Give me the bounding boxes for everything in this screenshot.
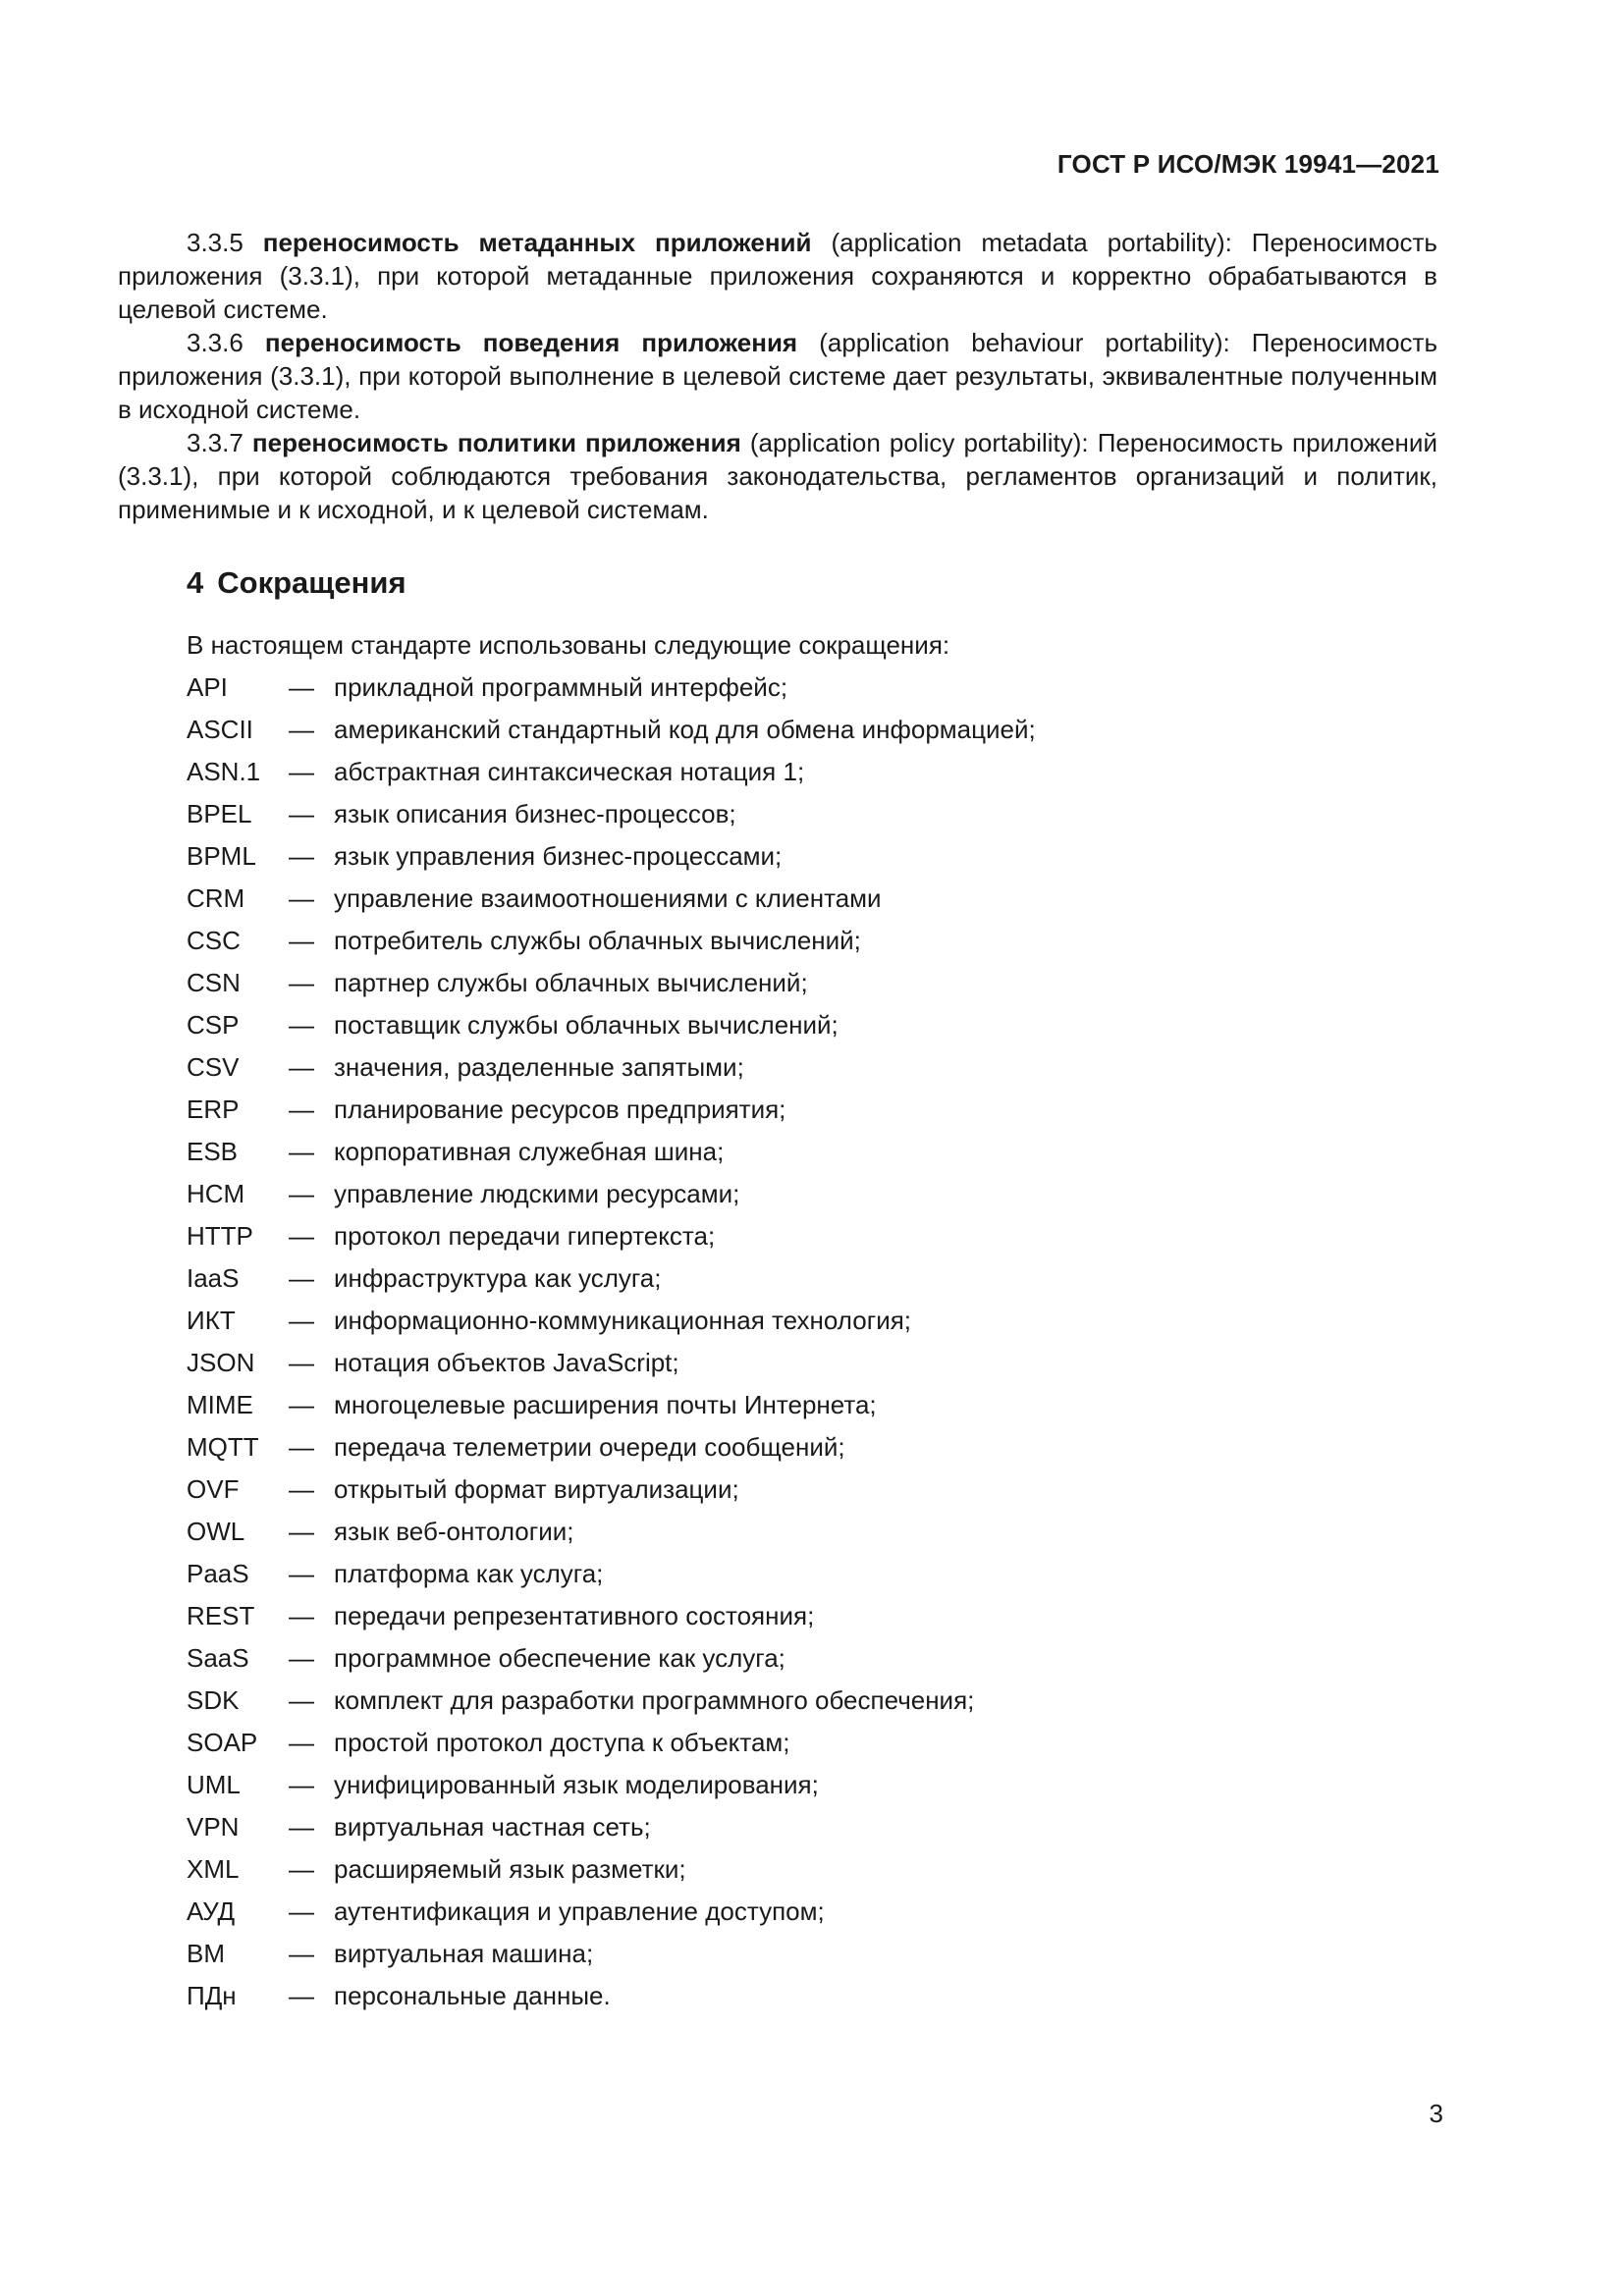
abbreviation-meaning: персональные данные. xyxy=(334,1981,611,2010)
abbreviation-row xyxy=(187,1342,1267,1384)
abbreviation-code: CSC xyxy=(187,926,241,955)
abbreviation-dash: — xyxy=(289,757,314,786)
abbreviation-meaning: язык веб-онтологии; xyxy=(334,1517,574,1546)
abbreviation-dash: — xyxy=(289,1559,314,1588)
abbreviation-dash: — xyxy=(289,1643,314,1673)
abbreviation-row xyxy=(187,1933,1267,1975)
abbreviation-dash: — xyxy=(289,1390,314,1419)
abbreviation-row xyxy=(187,1848,1267,1891)
abbreviation-meaning: расширяемый язык разметки; xyxy=(334,1854,686,1884)
abbreviation-dash: — xyxy=(289,1095,314,1124)
abbreviation-dash: — xyxy=(289,1854,314,1884)
abbreviation-dash: — xyxy=(289,1981,314,2010)
definition-paragraph xyxy=(118,226,1437,326)
abbreviation-code: CSP xyxy=(187,1010,240,1040)
section-title: Сокращения xyxy=(217,565,406,600)
abbreviation-code: ПДн xyxy=(187,1981,237,2010)
abbreviation-row xyxy=(187,1511,1267,1553)
abbreviation-dash: — xyxy=(289,1052,314,1082)
abbreviation-code: IaaS xyxy=(187,1263,240,1293)
definition-term: переносимость поведения приложения xyxy=(264,328,798,357)
abbreviation-meaning: передачи репрезентативного состояния; xyxy=(334,1601,815,1630)
abbreviation-code: XML xyxy=(187,1854,240,1884)
abbreviation-code: SDK xyxy=(187,1685,240,1715)
definition-body: (application policy portability): Переносимость приложений (3.3.1), при которой соблюдаются требования законодательства, регламентов организаций и политик, применимые и к исходной, и к целевой системам. xyxy=(118,428,1437,524)
abbreviation-code: OVF xyxy=(187,1474,240,1504)
abbreviation-dash: — xyxy=(289,1601,314,1630)
abbreviation-meaning: передача телеметрии очереди сообщений; xyxy=(334,1432,845,1462)
abbreviation-row xyxy=(187,835,1267,878)
abbreviation-dash: — xyxy=(289,1517,314,1546)
abbreviation-dash: — xyxy=(289,1812,314,1842)
definition-number: 3.3.5 xyxy=(187,228,244,257)
abbreviation-dash: — xyxy=(289,1348,314,1377)
abbreviation-meaning: унифицированный язык моделирования; xyxy=(334,1770,819,1799)
abbreviation-dash: — xyxy=(289,968,314,997)
abbreviation-row xyxy=(187,1004,1267,1046)
abbreviation-code: ВМ xyxy=(187,1939,225,1968)
abbreviation-dash: — xyxy=(289,1137,314,1166)
abbreviation-dash: — xyxy=(289,926,314,955)
definitions-block xyxy=(118,226,1437,526)
abbreviation-meaning: язык управления бизнес-процессами; xyxy=(334,841,783,871)
abbreviation-row xyxy=(187,1553,1267,1595)
abbreviation-meaning: информационно-коммуникационная технология; xyxy=(334,1306,912,1335)
abbreviation-row xyxy=(187,1215,1267,1257)
abbreviation-code: HCM xyxy=(187,1179,245,1208)
abbreviation-dash: — xyxy=(289,1306,314,1335)
abbreviation-meaning: виртуальная машина; xyxy=(334,1939,594,1968)
abbreviation-code: ИКТ xyxy=(187,1306,236,1335)
abbreviation-code: АУД xyxy=(187,1896,236,1926)
abbreviation-meaning: управление людскими ресурсами; xyxy=(334,1179,740,1208)
abbreviation-row xyxy=(187,1426,1267,1468)
definition-number: 3.3.7 xyxy=(187,428,244,457)
abbreviation-row xyxy=(187,878,1267,920)
standard-header: ГОСТ Р ИСО/МЭК 19941—2021 xyxy=(1056,149,1439,179)
abbreviation-meaning: инфраструктура как услуга; xyxy=(334,1263,662,1293)
abbreviation-dash: — xyxy=(289,1263,314,1293)
abbreviation-meaning: язык описания бизнес-процессов; xyxy=(334,799,736,828)
page-number: 3 xyxy=(1429,2099,1443,2128)
abbreviation-row xyxy=(187,1722,1267,1764)
definition-term: переносимость политики приложения xyxy=(251,428,741,457)
definition-paragraph xyxy=(118,426,1437,526)
abbreviation-code: OWL xyxy=(187,1517,245,1546)
abbreviation-code: MIME xyxy=(187,1390,253,1419)
abbreviation-meaning: нотация объектов JavaScript; xyxy=(334,1348,679,1377)
abbreviation-dash: — xyxy=(289,1896,314,1926)
definition-paragraph xyxy=(118,326,1437,426)
abbreviation-code: HTTP xyxy=(187,1221,253,1251)
abbreviation-code: SaaS xyxy=(187,1643,249,1673)
abbreviation-meaning: виртуальная частная сеть; xyxy=(334,1812,651,1842)
abbreviation-row xyxy=(187,1131,1267,1173)
abbreviation-dash: — xyxy=(289,1474,314,1504)
section-number: 4 xyxy=(187,565,204,600)
abbreviation-meaning: аутентификация и управление доступом; xyxy=(334,1896,825,1926)
abbreviation-code: API xyxy=(187,672,228,702)
abbreviation-row xyxy=(187,1173,1267,1215)
definition-body: (application metadata portability): Переносимость приложения (3.3.1), при которой метаданные приложения сохраняются и корректно обрабатываются в целевой системе. xyxy=(118,228,1437,324)
abbreviation-list xyxy=(187,667,1267,2017)
abbreviation-code: ASN.1 xyxy=(187,757,261,786)
abbreviation-row xyxy=(187,1257,1267,1300)
abbreviation-dash: — xyxy=(289,799,314,828)
abbreviation-row xyxy=(187,1975,1267,2017)
definition-number: 3.3.6 xyxy=(187,328,244,357)
abbreviation-code: ASCII xyxy=(187,715,253,744)
abbreviation-row xyxy=(187,1764,1267,1806)
abbreviation-meaning: планирование ресурсов предприятия; xyxy=(334,1095,786,1124)
abbreviation-code: BPML xyxy=(187,841,256,871)
abbreviation-code: BPEL xyxy=(187,799,252,828)
abbreviation-row xyxy=(187,667,1267,709)
abbreviation-dash: — xyxy=(289,1728,314,1757)
abbreviation-row xyxy=(187,793,1267,835)
abbreviation-row xyxy=(187,920,1267,962)
abbreviation-meaning: абстрактная синтаксическая нотация 1; xyxy=(334,757,805,786)
abbreviation-meaning: значения, разделенные запятыми; xyxy=(334,1052,744,1082)
abbreviation-meaning: партнер службы облачных вычислений; xyxy=(334,968,808,997)
section-heading xyxy=(187,565,406,601)
abbreviation-meaning: программное обеспечение как услуга; xyxy=(334,1643,785,1673)
abbreviation-row xyxy=(187,962,1267,1004)
abbreviation-row xyxy=(187,1595,1267,1637)
definition-body: (application behaviour portability): Переносимость приложения (3.3.1), при которой выполнение в целевой системе дает результаты, эквивалентные полученным в исходной системе. xyxy=(118,328,1437,424)
abbreviation-row xyxy=(187,1089,1267,1131)
abbreviation-row xyxy=(187,709,1267,751)
abbreviation-dash: — xyxy=(289,715,314,744)
abbreviation-dash: — xyxy=(289,883,314,913)
abbreviation-row xyxy=(187,1384,1267,1426)
abbreviation-code: ERP xyxy=(187,1095,240,1124)
abbreviation-code: CSN xyxy=(187,968,241,997)
abbreviation-code: CSV xyxy=(187,1052,240,1082)
abbreviation-code: PaaS xyxy=(187,1559,249,1588)
abbreviation-code: CRM xyxy=(187,883,245,913)
abbreviation-row xyxy=(187,1806,1267,1848)
abbreviation-dash: — xyxy=(289,1770,314,1799)
section-intro: В настоящем стандарте использованы следующие сокращения: xyxy=(187,630,950,660)
abbreviation-dash: — xyxy=(289,672,314,702)
abbreviation-row xyxy=(187,1300,1267,1342)
abbreviation-code: REST xyxy=(187,1601,255,1630)
abbreviation-meaning: корпоративная служебная шина; xyxy=(334,1137,725,1166)
abbreviation-dash: — xyxy=(289,1010,314,1040)
abbreviation-meaning: протокол передачи гипертекста; xyxy=(334,1221,716,1251)
abbreviation-code: JSON xyxy=(187,1348,255,1377)
abbreviation-meaning: открытый формат виртуализации; xyxy=(334,1474,739,1504)
abbreviation-meaning: комплект для разработки программного обеспечения; xyxy=(334,1685,975,1715)
abbreviation-meaning: простой протокол доступа к объектам; xyxy=(334,1728,790,1757)
abbreviation-code: ESB xyxy=(187,1137,239,1166)
abbreviation-row xyxy=(187,1468,1267,1511)
abbreviation-row xyxy=(187,1680,1267,1722)
definition-term: переносимость метаданных приложений xyxy=(262,228,812,257)
abbreviation-meaning: прикладной программный интерфейс; xyxy=(334,672,788,702)
abbreviation-code: UML xyxy=(187,1770,241,1799)
abbreviation-row xyxy=(187,1046,1267,1089)
abbreviation-dash: — xyxy=(289,1221,314,1251)
abbreviation-dash: — xyxy=(289,1685,314,1715)
abbreviation-code: VPN xyxy=(187,1812,240,1842)
abbreviation-meaning: управление взаимоотношениями с клиентами xyxy=(334,883,882,913)
abbreviation-meaning: поставщик службы облачных вычислений; xyxy=(334,1010,839,1040)
abbreviation-dash: — xyxy=(289,841,314,871)
abbreviation-dash: — xyxy=(289,1939,314,1968)
abbreviation-meaning: потребитель службы облачных вычислений; xyxy=(334,926,861,955)
abbreviation-row xyxy=(187,1637,1267,1680)
abbreviation-meaning: многоцелевые расширения почты Интернета; xyxy=(334,1390,877,1419)
abbreviation-code: SOAP xyxy=(187,1728,258,1757)
abbreviation-row xyxy=(187,1891,1267,1933)
abbreviation-dash: — xyxy=(289,1432,314,1462)
abbreviation-meaning: американский стандартный код для обмена информацией; xyxy=(334,715,1036,744)
abbreviation-code: MQTT xyxy=(187,1432,259,1462)
abbreviation-meaning: платформа как услуга; xyxy=(334,1559,604,1588)
abbreviation-dash: — xyxy=(289,1179,314,1208)
abbreviation-row xyxy=(187,751,1267,793)
